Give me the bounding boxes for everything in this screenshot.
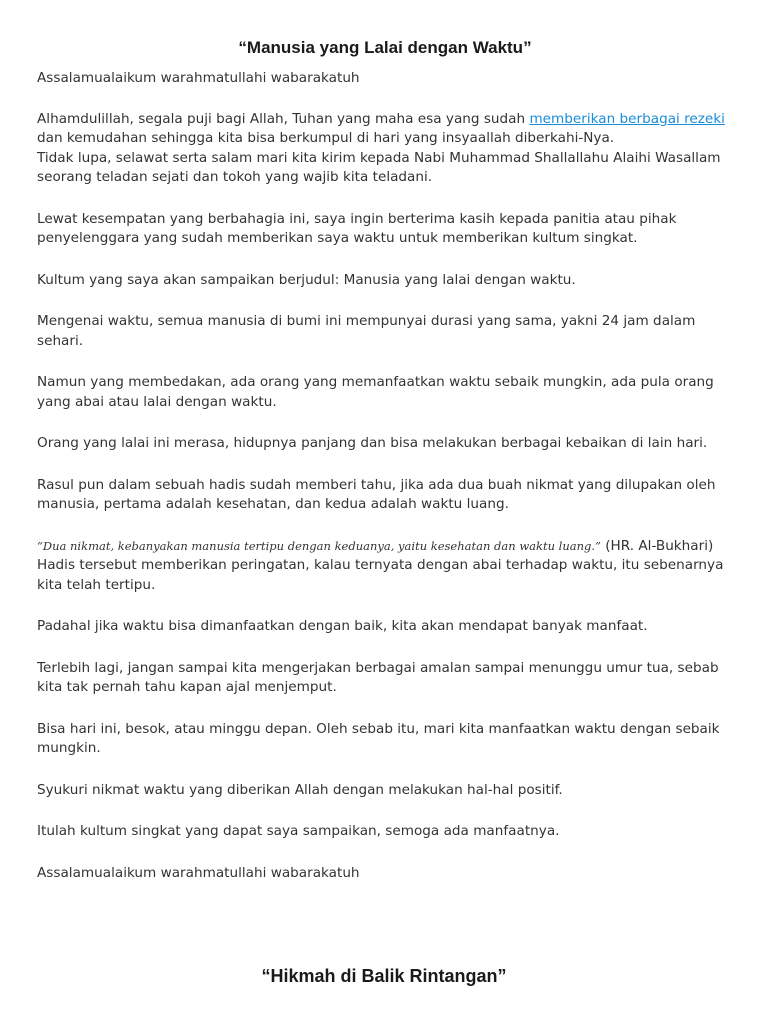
paragraph-topic: Kultum yang saya akan sampaikan berjudul: Manusia yang lalai dengan waktu. xyxy=(37,271,576,288)
article-title: “Manusia yang Lalai dengan Waktu” xyxy=(238,38,532,57)
paragraph-opening-text: Alhamdulillah, segala puji bagi Allah, Tuhan yang maha esa yang sudah xyxy=(37,110,530,127)
paragraph-thanks: Lewat kesempatan yang berbahagia ini, saya ingin berterima kasih kepada panitia atau pihak penyelenggara yang sudah memberikan saya waktu untuk memberikan kultum singkat. xyxy=(37,210,677,246)
paragraph-benefit: Padahal jika waktu bisa dimanfaatkan dengan baik, kita akan mendapat banyak manfaat. xyxy=(37,618,648,634)
rezeki-link[interactable]: memberikan berbagai rezeki xyxy=(529,110,725,127)
hadith-source: (HR. Al-Bukhari) xyxy=(600,537,714,554)
next-article-title: “Hikmah di Balik Rintangan” xyxy=(261,966,507,986)
paragraph-time-duration: Mengenai waktu, semua manusia di bumi ini mempunyai durasi yang sama, yakni 24 jam dalam sehari. xyxy=(37,313,696,349)
greeting-open: Assalamualaikum warahmatullahi wabarakatuh xyxy=(37,70,360,86)
hadith-quote: “Dua nikmat, kebanyakan manusia tertipu dengan keduanya, yaitu kesehatan dan waktu luang.” xyxy=(37,538,601,553)
paragraph-today: Bisa hari ini, besok, atau minggu depan. Oleh sebab itu, mari kita manfaatkan waktu dengan sebaik mungkin. xyxy=(37,720,720,756)
paragraph-gratitude: Syukuri nikmat waktu yang diberikan Allah dengan melakukan hal-hal positif. xyxy=(37,781,563,798)
paragraph-opening-salawat: Tidak lupa, selawat serta salam mari kita kirim kepada Nabi Muhammad Shallallahu Alaihi Wasallam seorang teladan sejati dan tokoh yang wajib kita teladani. xyxy=(37,149,721,185)
paragraph-hadith xyxy=(37,537,733,596)
paragraph-heedless: Orang yang lalai ini merasa, hidupnya panjang dan bisa melakukan berbagai kebaikan di lain hari. xyxy=(37,435,708,451)
paragraph-dont-wait: Terlebih lagi, jangan sampai kita mengerjakan berbagai amalan sampai menunggu umur tua, sebab kita tak pernah tahu kapan ajal menjemput. xyxy=(37,659,719,695)
paragraph-hadith-intro: Rasul pun dalam sebuah hadis sudah memberi tahu, jika ada dua buah nikmat yang dilupakan oleh manusia, pertama adalah kesehatan, dan kedua adalah waktu luang. xyxy=(37,476,716,512)
paragraph-difference: Namun yang membedakan, ada orang yang memanfaatkan waktu sebaik mungkin, ada pula orang yang abai atau lalai dengan waktu. xyxy=(37,374,714,410)
hadith-warning: Hadis tersebut memberikan peringatan, kalau ternyata dengan abai terhadap waktu, itu sebenarnya kita telah tertipu. xyxy=(37,557,724,593)
paragraph-opening xyxy=(37,110,733,188)
document-page xyxy=(37,38,733,905)
paragraph-opening-text-cont: dan kemudahan sehingga kita bisa berkumpul di hari yang insyaallah diberkahi-Nya. xyxy=(37,130,615,146)
paragraph-closing: Itulah kultum singkat yang dapat saya sampaikan, semoga ada manfaatnya. xyxy=(37,823,560,839)
greeting-close: Assalamualaikum warahmatullahi wabarakatuh xyxy=(37,864,360,881)
